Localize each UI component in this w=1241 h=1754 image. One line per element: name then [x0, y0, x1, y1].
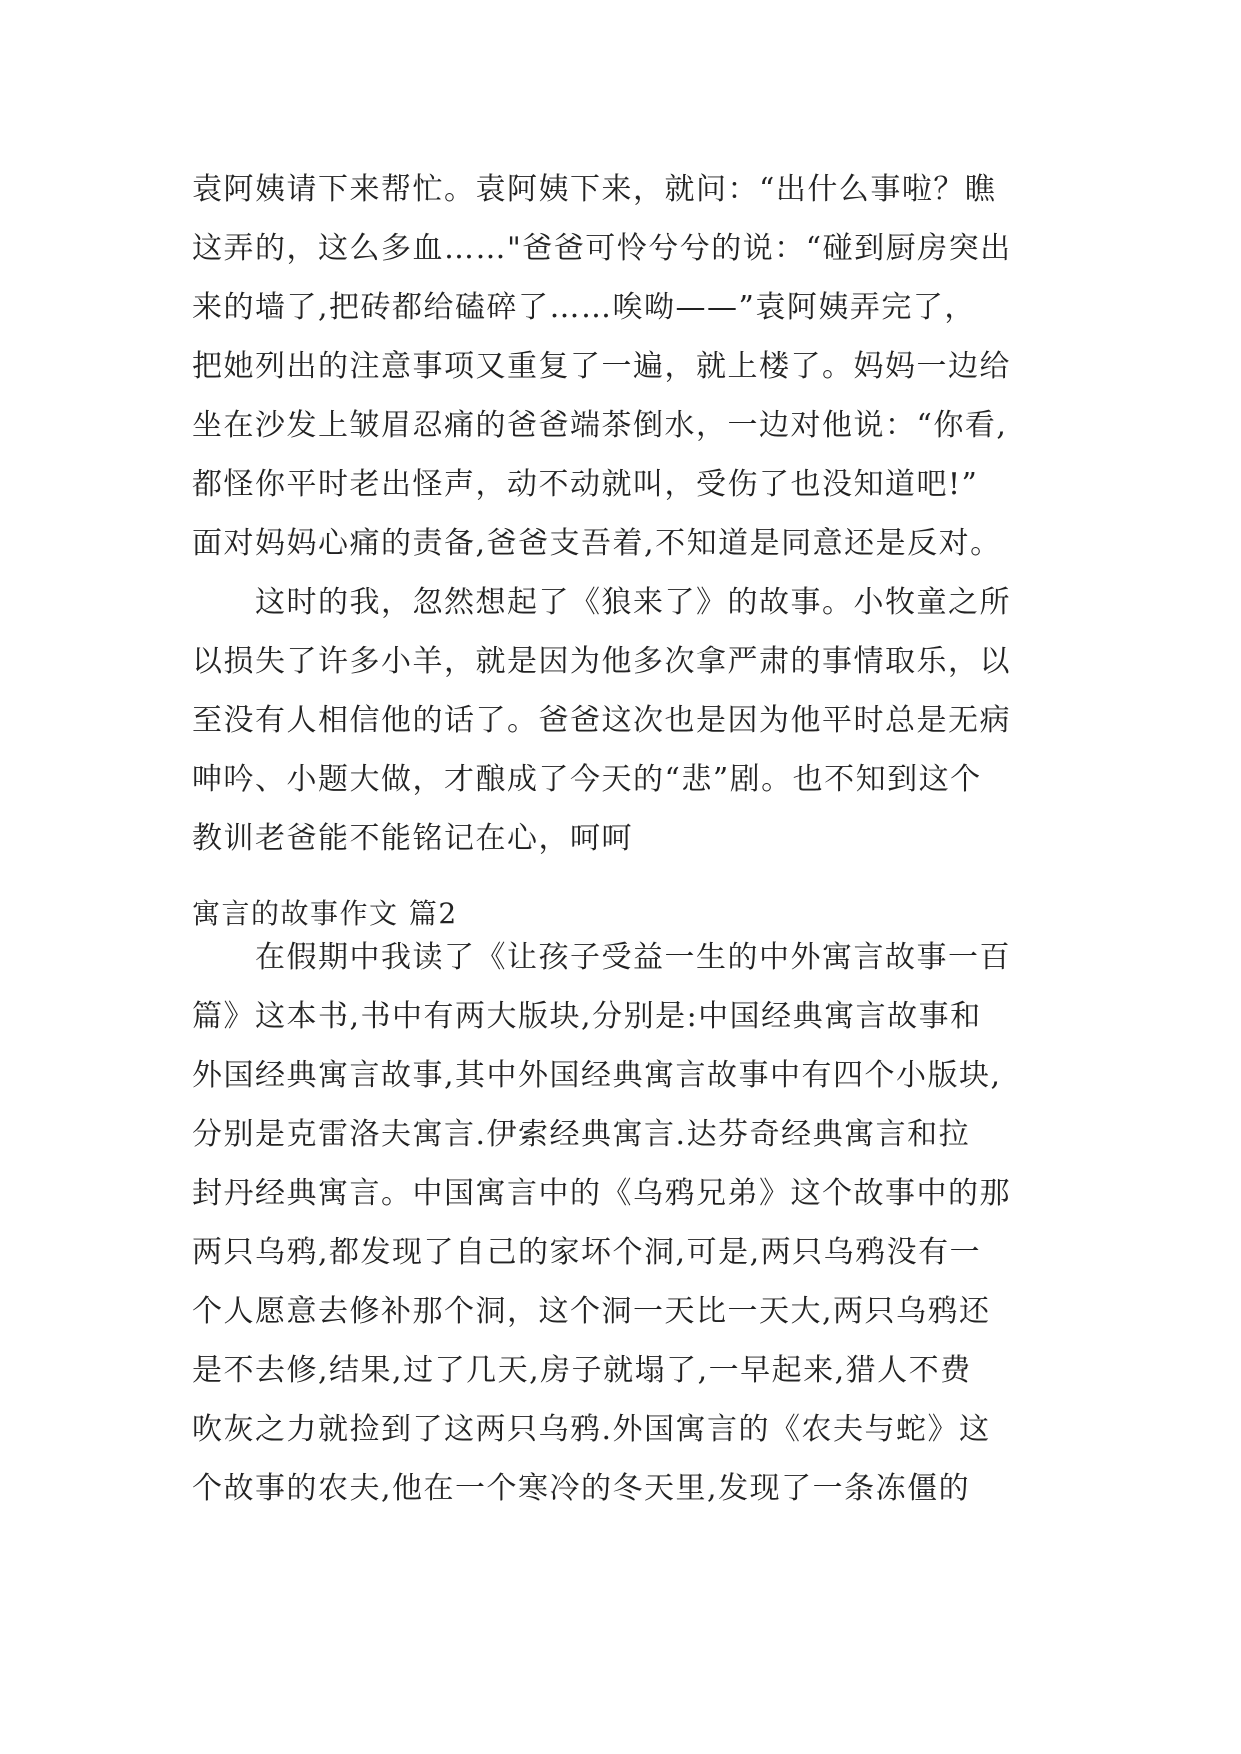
text-line: 这弄的，这么多血……"爸爸可怜兮兮的说：“碰到厨房突出 [192, 231, 1012, 266]
text-line: 以损失了许多小羊，就是因为他多次拿严肃的事情取乐，以 [192, 644, 1011, 679]
text-line: 封丹经典寓言。中国寓言中的《乌鸦兄弟》这个故事中的那 [192, 1176, 1011, 1211]
essay-body [192, 928, 1072, 1518]
text-line: 至没有人相信他的话了。爸爸这次也是因为他平时总是无病 [192, 703, 1011, 738]
text-line: 来的墙了,把砖都给磕碎了……唉呦——”袁阿姨弄完了， [192, 290, 976, 325]
text-line: 篇》这本书,书中有两大版块,分别是:中国经典寓言故事和 [192, 999, 982, 1034]
section-heading: 寓言的故事作文 篇2 [192, 897, 458, 930]
text-line: 袁阿姨请下来帮忙。袁阿姨下来，就问：“出什么事啦？瞧 [192, 172, 997, 207]
text-line: 吹灰之力就捡到了这两只乌鸦.外国寓言的《农夫与蛇》这 [192, 1412, 991, 1447]
text-line: 在假期中我读了《让孩子受益一生的中外寓言故事一百 [192, 940, 1011, 975]
story-continuation [192, 160, 1072, 868]
text-line: 是不去修,结果,过了几天,房子就塌了,一早起来,猎人不费 [192, 1353, 972, 1388]
text-line: 呻吟、小题大做，才酿成了今天的“悲”剧。也不知到这个 [192, 762, 982, 797]
text-line: 面对妈妈心痛的责备,爸爸支吾着,不知道是同意还是反对。 [192, 526, 1002, 561]
text-line: 坐在沙发上皱眉忍痛的爸爸端茶倒水，一边对他说：“你看, [192, 408, 1008, 443]
text-line: 个人愿意去修补那个洞，这个洞一天比一天大,两只乌鸦还 [192, 1294, 991, 1329]
text-line: 个故事的农夫,他在一个寒冷的冬天里,发现了一条冻僵的 [192, 1471, 971, 1506]
text-line: 两只乌鸦,都发现了自己的家坏个洞,可是,两只乌鸦没有一 [192, 1235, 982, 1270]
text-line: 教训老爸能不能铭记在心，呵呵 [192, 821, 633, 856]
text-line: 分别是克雷洛夫寓言.伊索经典寓言.达芬奇经典寓言和拉 [192, 1117, 971, 1152]
text-line: 外国经典寓言故事,其中外国经典寓言故事中有四个小版块, [192, 1058, 1002, 1093]
text-line: 这时的我，忽然想起了《狼来了》的故事。小牧童之所 [192, 585, 1011, 620]
text-line: 都怪你平时老出怪声，动不动就叫，受伤了也没知道吧!” [192, 467, 979, 502]
text-line: 把她列出的注意事项又重复了一遍，就上楼了。妈妈一边给 [192, 349, 1011, 384]
